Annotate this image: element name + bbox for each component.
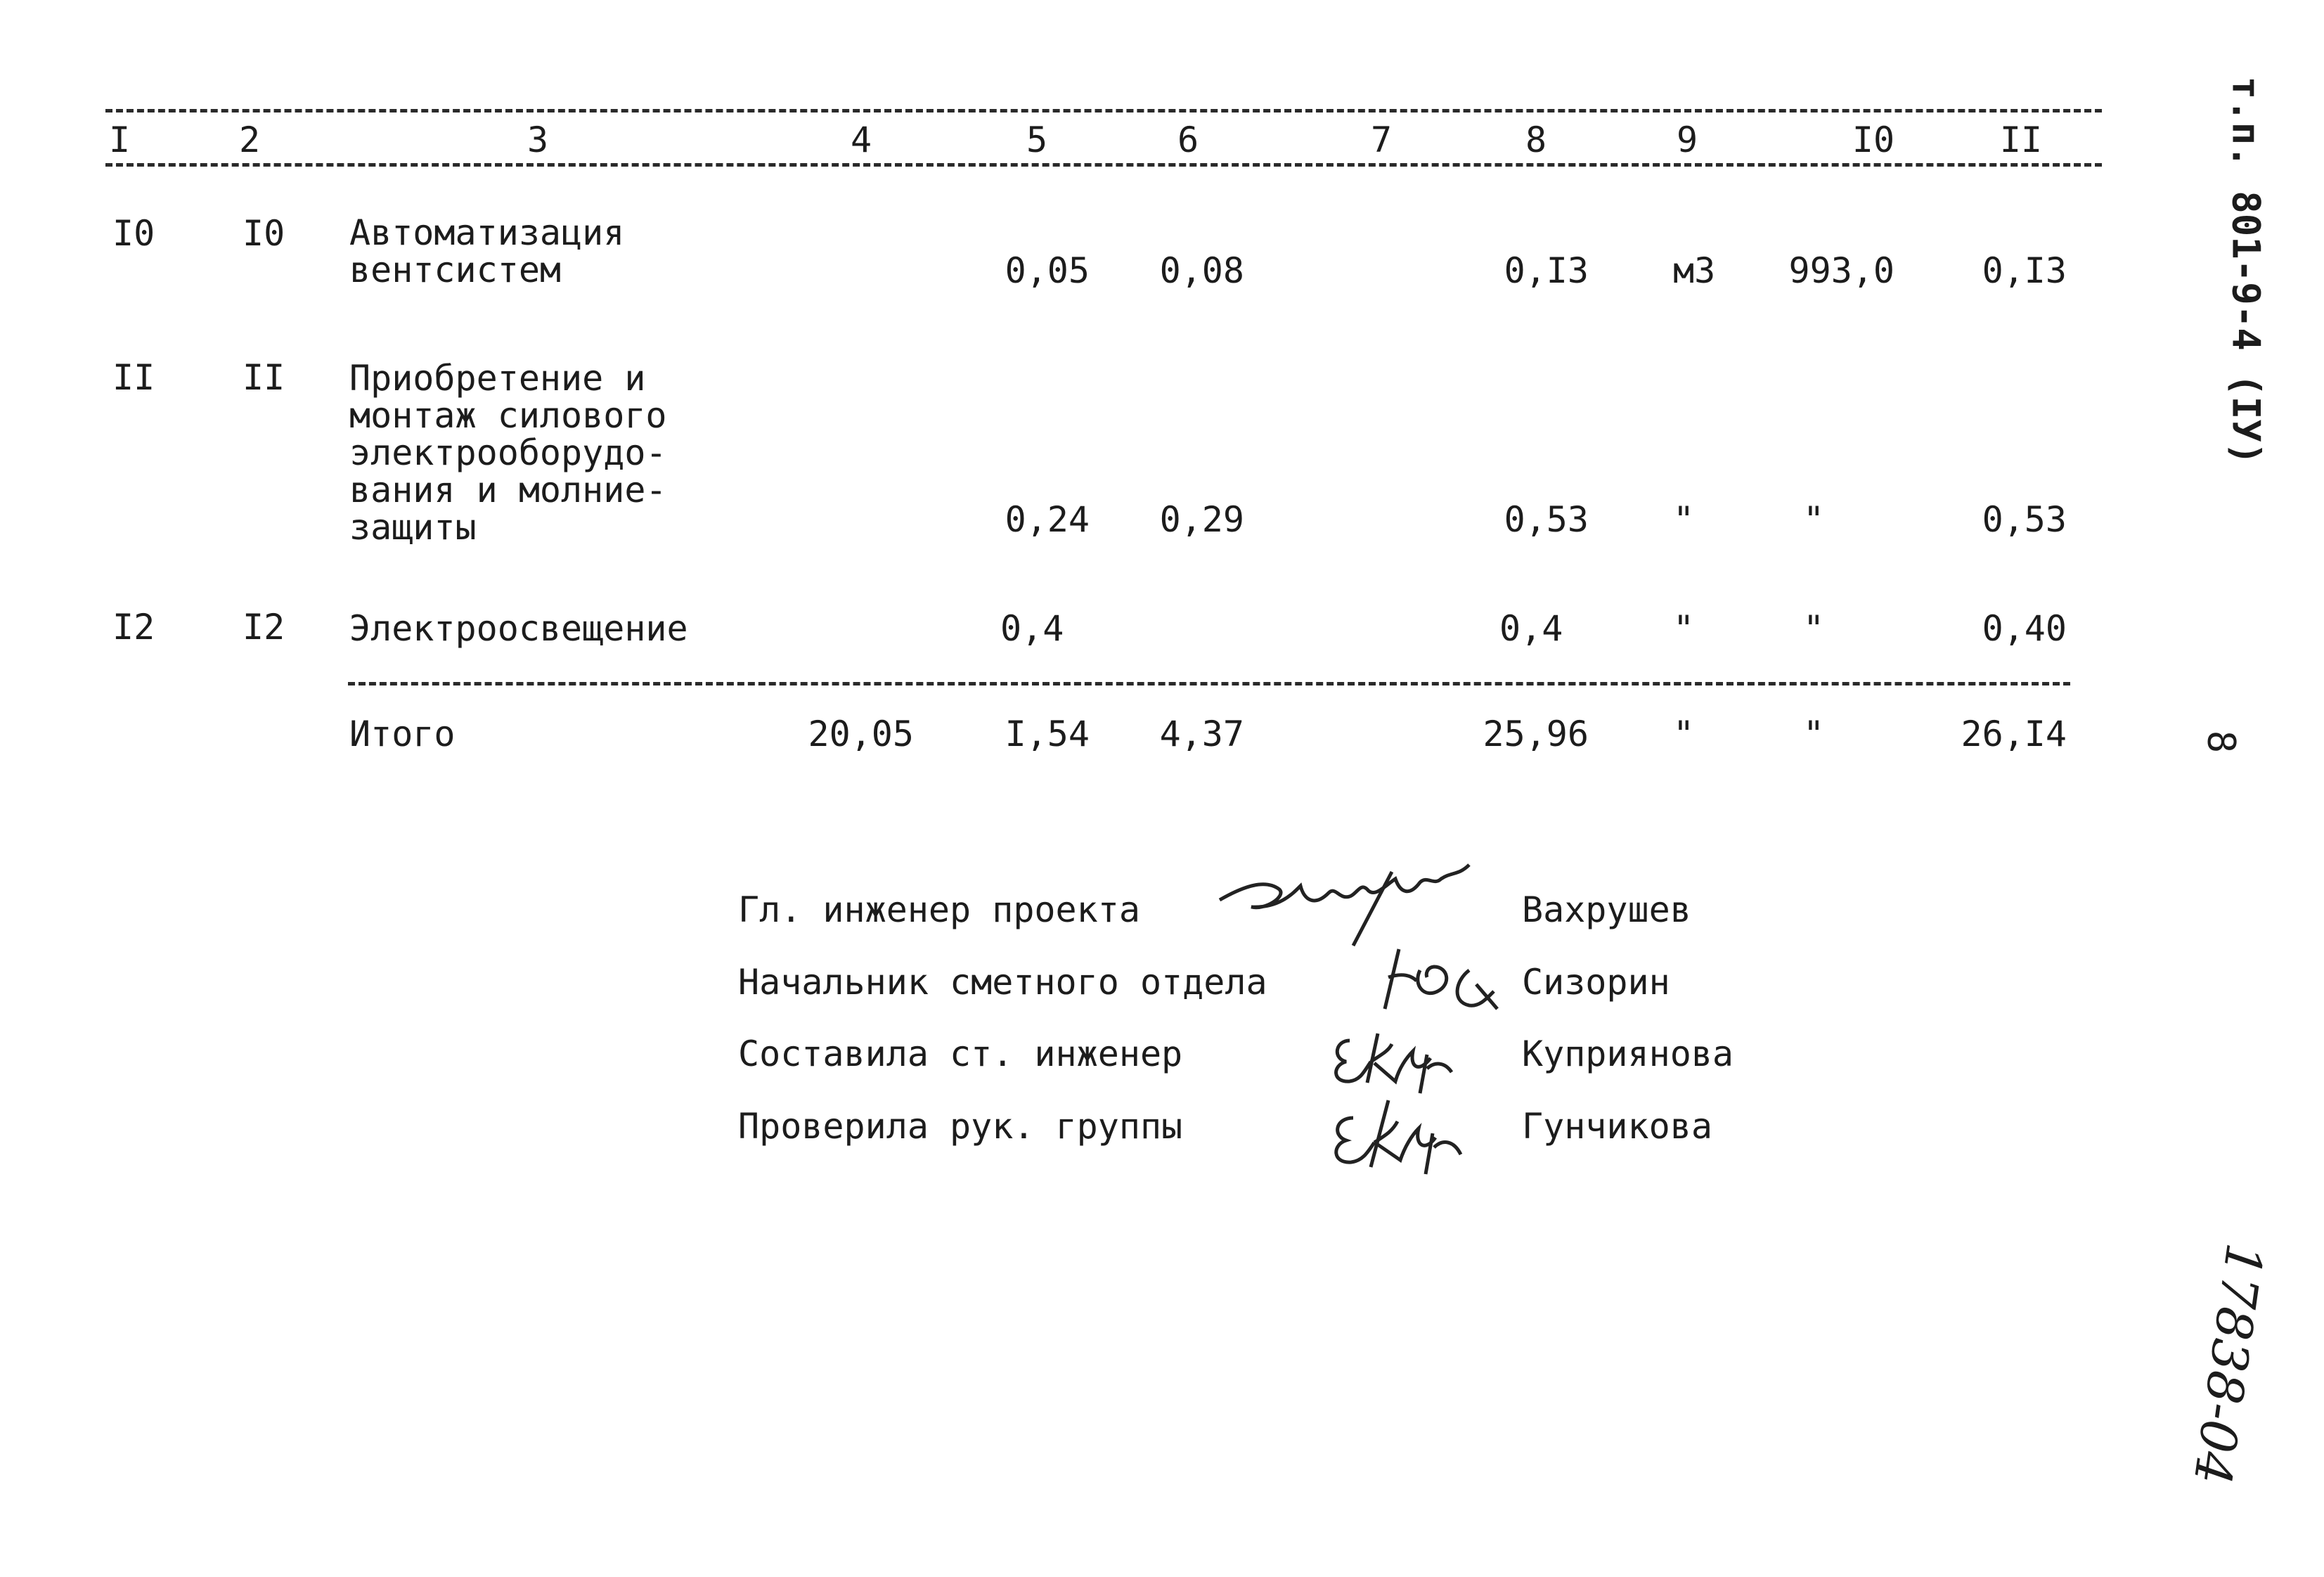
total-col9: ": [1673, 714, 1695, 754]
handwritten-signature-1: [1216, 858, 1476, 949]
inventory-number: 17838-04: [2182, 1240, 2275, 1488]
cell-col9: ": [1673, 499, 1695, 540]
cell-col10: ": [1803, 608, 1825, 649]
row-name: Автоматизация вентсистем: [349, 212, 625, 290]
col-header-11: II: [1999, 120, 2043, 160]
header-bottom-rule: [105, 163, 2102, 167]
signature-role: Составила ст. инженер: [738, 1034, 1183, 1074]
total-col6: 4,37: [1159, 714, 1244, 754]
signature-name: Сизорин: [1522, 962, 1670, 1003]
row-name: Приобретение и монтаж силового электрооборудо- вания и молние- защиты: [349, 358, 667, 548]
page-number: 8: [2199, 730, 2244, 754]
header-top-rule: [105, 109, 2102, 112]
cell-col8: 0,4: [1499, 608, 1563, 649]
cell-col11: 0,I3: [1982, 250, 2067, 291]
col-header-6: 6: [1177, 120, 1199, 160]
signature-name: Гунчикова: [1522, 1106, 1712, 1147]
cell-col11: 0,53: [1982, 499, 2067, 540]
total-col5: I,54: [1005, 714, 1090, 754]
total-col11: 26,I4: [1961, 714, 2067, 754]
row-num-1: I0: [112, 213, 155, 254]
cell-col8: 0,I3: [1504, 250, 1589, 291]
cell-col10: 993,0: [1788, 250, 1894, 291]
cell-col10: ": [1803, 499, 1825, 540]
cell-col11: 0,40: [1982, 608, 2067, 649]
cell-col8: 0,53: [1504, 499, 1589, 540]
signature-name: Куприянова: [1522, 1034, 1734, 1074]
cell-col9: ": [1673, 608, 1695, 649]
row-num-2: I0: [243, 213, 285, 254]
col-header-3: 3: [527, 120, 549, 160]
row-name: Электроосвещение: [349, 608, 688, 649]
col-header-1: I: [108, 120, 131, 160]
col-header-8: 8: [1525, 120, 1547, 160]
signature-role: Проверила рук. группы: [738, 1106, 1183, 1147]
cell-col5: 0,24: [1005, 499, 1090, 540]
total-col4: 20,05: [808, 714, 914, 754]
col-header-2: 2: [238, 120, 261, 160]
total-label: Итого: [349, 714, 456, 754]
handwritten-signature-2: [1371, 942, 1511, 1019]
cell-col5: 0,4: [1000, 608, 1064, 649]
signature-name: Вахрушев: [1522, 889, 1691, 930]
row-num-1: I2: [112, 607, 155, 648]
cell-col5: 0,05: [1005, 250, 1090, 291]
handwritten-signature-3: [1322, 1019, 1462, 1097]
col-header-7: 7: [1370, 120, 1393, 160]
col-header-9: 9: [1676, 120, 1698, 160]
signature-role: Начальник сметного отдела: [738, 962, 1267, 1003]
col-header-4: 4: [850, 120, 872, 160]
col-header-10: I0: [1852, 120, 1895, 160]
row-num-2: I2: [243, 607, 285, 648]
cell-col9: м3: [1673, 250, 1716, 291]
row-num-1: II: [112, 357, 155, 398]
col-header-5: 5: [1026, 120, 1048, 160]
total-col8: 25,96: [1483, 714, 1589, 754]
handwritten-signature-4: [1322, 1090, 1476, 1181]
total-rule: [348, 682, 2070, 685]
row-num-2: II: [243, 357, 285, 398]
total-col10: ": [1803, 714, 1825, 754]
cell-col6: 0,08: [1159, 250, 1244, 291]
signature-role: Гл. инженер проекта: [738, 889, 1140, 930]
cell-col6: 0,29: [1159, 499, 1244, 540]
doc-code-label: т.п. 801-9-4 (IУ): [2223, 76, 2268, 465]
